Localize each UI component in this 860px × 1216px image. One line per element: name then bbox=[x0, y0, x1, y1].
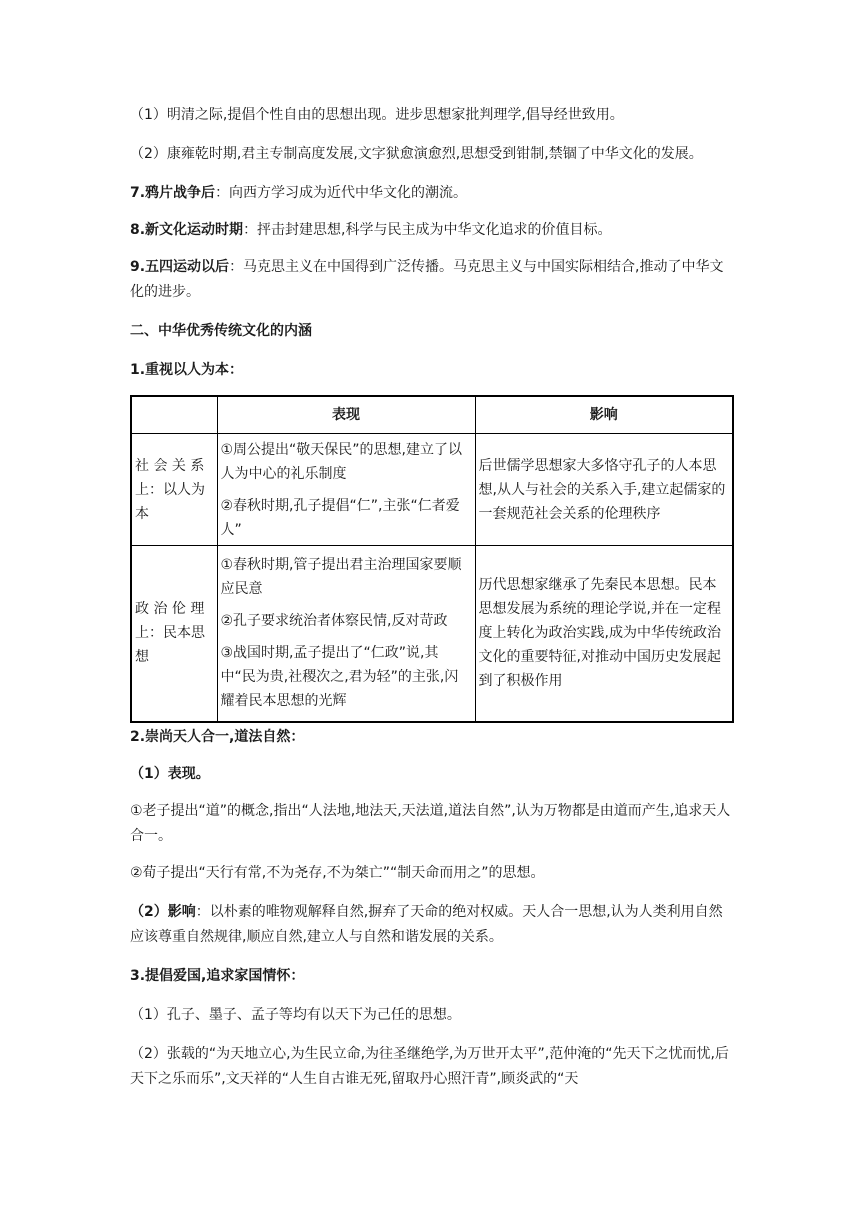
paragraph-xunzi: ②荀子提出“天行有常,不为尧存,不为桀亡”“制天命而用之”的思想。 bbox=[130, 864, 545, 881]
row-label-line: 上：民本思 bbox=[135, 625, 205, 642]
paragraph-confucius-mozi: （1）孔子、墨子、孟子等均有以天下为己任的思想。 bbox=[130, 1006, 461, 1023]
row-label-social-relation bbox=[131, 434, 217, 546]
table-row bbox=[131, 434, 733, 546]
table-row bbox=[131, 546, 733, 722]
paragraph-zhang-zai: （2）张载的“为天地立心,为生民立命,为往圣继绝学,为万世开太平”,范仲淹的“先天下之忧而忧,后天下之乐而乐”,文天祥的“人生自古谁无死,留取丹心照汗青”,顾炎武的“天 bbox=[130, 1045, 729, 1087]
paragraph-opium-war bbox=[130, 181, 732, 206]
label-opium-war: 7.鸦片战争后 bbox=[130, 185, 216, 201]
label-influence: （2）影响 bbox=[130, 903, 196, 920]
text-influence: ：以朴素的唯物观解释自然,摒弃了天命的绝对权威。天人合一思想,认为人类利用自然应该尊重自然规律,顺应自然,建立人与自然和谐发展的关系。 bbox=[130, 903, 723, 945]
influence-text: 历代思想家继承了先秦民本思想。民本思想发展为系统的理论学说,并在一定程度上转化为政治实践,成为中华传统政治文化的重要特征,对推动中国历史发展起到了积极作用 bbox=[478, 577, 721, 690]
text-opium-war: ：向西方学习成为近代中华文化的潮流。 bbox=[215, 185, 468, 201]
row-label-line: 政 治 伦 理 bbox=[135, 601, 205, 618]
label-new-culture: 8.新文化运动时期 bbox=[130, 222, 244, 238]
influence-text: 后世儒学思想家大多恪守孔子的人本思想,从人与社会的关系入手,建立起儒家的一套规范社会关系的伦理秩序 bbox=[478, 457, 726, 522]
paragraph-may-fourth bbox=[130, 255, 732, 305]
paragraph-laozi: ①老子提出“道”的概念,指出“人法地,地法天,天法道,道法自然”,认为万物都是由道而产生,追求天人合一。 bbox=[130, 802, 731, 844]
row-label-political-ethics bbox=[131, 546, 217, 722]
table-header-influence: 影响 bbox=[475, 396, 733, 434]
row-label-line: 想 bbox=[135, 649, 149, 666]
label-may-fourth: 9.五四运动以后 bbox=[130, 259, 230, 275]
manifestation-item: ②春秋时期,孔子提倡“仁”,主张“仁者爱人” bbox=[220, 497, 460, 538]
manifestation-item: ②孔子要求统治者体察民情,反对苛政 bbox=[220, 613, 448, 630]
influence-cell bbox=[475, 434, 733, 546]
manifestation-cell bbox=[217, 546, 475, 722]
manifestation-cell bbox=[217, 434, 475, 546]
subheading-patriotism: 3.提倡爱国,追求家国情怀： bbox=[130, 967, 305, 984]
influence-cell bbox=[475, 546, 733, 722]
subheading-manifestation: （1）表现。 bbox=[130, 765, 210, 782]
document-content bbox=[130, 103, 732, 1092]
manifestation-item: ①春秋时期,管子提出君主治理国家要顺应民意 bbox=[220, 557, 462, 598]
paragraph-new-culture bbox=[130, 218, 732, 243]
row-label-line: 上：以人为 bbox=[135, 481, 205, 498]
text-may-fourth: ：马克思主义在中国得到广泛传播。马克思主义与中国实际相结合,推动了中华文化的进步。 bbox=[130, 259, 724, 300]
row-label-line: 本 bbox=[135, 505, 149, 522]
table-header-empty bbox=[131, 396, 217, 434]
subheading-harmony-nature: 2.崇尚天人合一,道法自然： bbox=[130, 728, 305, 745]
paragraph-ming-qing: （1）明清之际,提倡个性自由的思想出现。进步思想家批判理学,倡导经世致用。 bbox=[130, 107, 624, 123]
table-header-row bbox=[131, 396, 733, 434]
people-oriented-table bbox=[130, 395, 734, 723]
text-new-culture: ：抨击封建思想,科学与民主成为中华文化追求的价值目标。 bbox=[243, 222, 612, 238]
section-heading-connotation: 二、中华优秀传统文化的内涵 bbox=[130, 323, 312, 339]
row-label-line: 社 会 关 系 bbox=[135, 457, 205, 474]
table-header-manifestation: 表现 bbox=[217, 396, 475, 434]
paragraph-influence bbox=[130, 900, 732, 950]
manifestation-item: ①周公提出“敬天保民”的思想,建立了以人为中心的礼乐制度 bbox=[220, 441, 463, 482]
paragraph-kangxi: （2）康雍乾时期,君主专制高度发展,文字狱愈演愈烈,思想受到钳制,禁锢了中华文化的发展。 bbox=[130, 146, 703, 162]
subheading-people-oriented: 1.重视以人为本： bbox=[130, 362, 244, 378]
manifestation-item: ③战国时期,孟子提出了“仁政”说,其中“民为贵,社稷次之,君为轻”的主张,闪耀着民本思想的光辉 bbox=[220, 645, 459, 710]
